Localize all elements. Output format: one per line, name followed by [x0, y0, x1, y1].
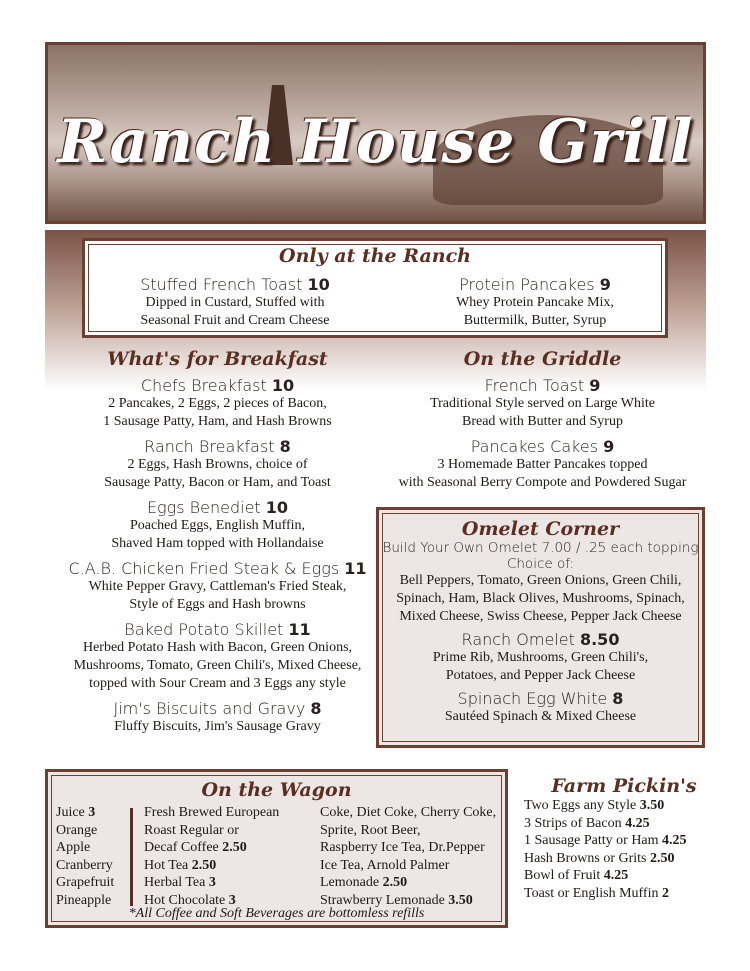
section-title: On the Wagon [201, 779, 352, 801]
item-desc: Buttermilk, Butter, Syrup [463, 313, 607, 328]
soft-drinks-list [320, 804, 496, 909]
menu-item [379, 630, 702, 685]
drink-price: 3.50 [448, 892, 473, 908]
item-price: 11 [344, 559, 367, 578]
menu-item [375, 376, 710, 431]
side-name: 3 Strips of Bacon [524, 815, 622, 831]
side-name: Hash Browns or Grits [524, 850, 647, 866]
item-name: French Toast [484, 376, 585, 395]
item-price: 11 [288, 620, 311, 639]
juice-item: Pineapple [56, 892, 112, 908]
refills-note: *All Coffee and Soft Beverages are bottomless refills [128, 906, 425, 921]
section-title: Omelet Corner [461, 518, 620, 540]
side-item [524, 885, 724, 903]
section-title: What's for Breakfast [107, 348, 328, 370]
breakfast-section [55, 348, 380, 736]
drink-name: Herbal Tea [144, 875, 206, 890]
omelet-corner-box [376, 507, 705, 748]
item-desc: 2 Pancakes, 2 Eggs, 2 pieces of Bacon, [108, 396, 327, 411]
item-desc: 2 Eggs, Hash Browns, choice of [127, 457, 308, 472]
side-name: 1 Sausage Patty or Ham [524, 833, 659, 848]
item-desc: Poached Eggs, English Muffin, [129, 518, 306, 533]
juice-item: Cranberry [56, 857, 113, 873]
item-name: C.A.B. Chicken Fried Steak & Eggs [68, 559, 340, 578]
item-price: 8 [279, 437, 291, 456]
item-price: 9 [589, 376, 601, 395]
side-price: 2.50 [650, 850, 675, 866]
toppings-line: Bell Peppers, Tomato, Green Onions, Green Chili, [399, 573, 682, 588]
item-name: Protein Pancakes [459, 275, 595, 294]
drink-price: 2.50 [191, 857, 217, 873]
side-price: 4.25 [603, 868, 629, 883]
side-price: 4.25 [625, 815, 650, 831]
side-price: 3.50 [639, 798, 665, 813]
item-desc: Whey Protein Pancake Mix, [456, 295, 614, 310]
side-name: Bowl of Fruit [524, 868, 601, 883]
on-the-wagon-box [45, 769, 508, 928]
menu-item [405, 275, 665, 330]
hot-drinks-list [144, 804, 279, 909]
item-price: 8.50 [579, 630, 620, 649]
juice-item: Apple [56, 840, 91, 855]
toppings-line: Spinach, Ham, Black Olives, Mushrooms, Spinach, [396, 591, 685, 606]
omelet-choice-label: Choice of: [506, 556, 575, 572]
section-title: Farm Pickin's [551, 775, 697, 797]
menu-item [55, 498, 380, 553]
item-desc: Sausage Patty, Bacon or Ham, and Toast [104, 475, 331, 490]
item-name: Ranch Breakfast [144, 437, 275, 456]
drink-item [144, 839, 279, 857]
item-desc: 1 Sausage Patty, Ham, and Hash Browns [103, 414, 332, 429]
drink-item [320, 839, 496, 857]
menu-item [105, 275, 365, 330]
side-price: 2 [661, 885, 669, 901]
item-name: Spinach Egg White [457, 689, 608, 708]
drink-name: Sprite, Root Beer, [320, 822, 421, 838]
side-name: Toast or English Muffin [524, 885, 659, 901]
drink-name: Roast Regular or [144, 822, 239, 838]
item-price: 10 [271, 376, 295, 395]
juice-item: Grapefruit [56, 875, 115, 890]
item-desc: Fluffy Biscuits, Jim's Sausage Gravy [114, 719, 321, 734]
menu-item [55, 559, 380, 614]
item-desc: Seasonal Fruit and Cream Cheese [140, 313, 330, 328]
item-price: 9 [603, 437, 615, 456]
drink-item [320, 874, 496, 892]
menu-item [55, 437, 380, 492]
drink-name: Ice Tea, Arnold Palmer [320, 857, 450, 873]
item-price: 10 [307, 275, 330, 294]
item-desc: Shaved Ham topped with Hollandaise [111, 536, 324, 551]
menu-item [55, 620, 380, 693]
item-desc: topped with Sour Cream and 3 Eggs any style [89, 676, 346, 691]
divider [130, 808, 133, 906]
drink-name: Hot Chocolate [144, 892, 226, 908]
section-title: On the Griddle [463, 348, 622, 370]
item-desc: Traditional Style served on Large White [430, 396, 655, 411]
drink-price: 3 [208, 875, 216, 890]
item-name: Ranch Omelet [461, 630, 575, 649]
item-price: 9 [599, 275, 611, 294]
item-name: Jim's Biscuits and Gravy [113, 699, 306, 718]
menu-item [55, 699, 380, 736]
side-name: Two Eggs any Style [524, 798, 637, 813]
side-item [524, 850, 724, 868]
item-desc: Style of Eggs and Hash browns [129, 597, 306, 612]
drink-name: Raspberry Ice Tea, Dr.Pepper [320, 840, 485, 855]
drink-item [144, 822, 279, 840]
drink-item [320, 804, 496, 822]
item-name: Pancakes Cakes [470, 437, 599, 456]
restaurant-title: Ranch House Grill [57, 107, 694, 177]
side-item [524, 797, 724, 815]
side-item [524, 832, 724, 850]
drink-item [320, 857, 496, 875]
drink-name: Hot Tea [144, 857, 189, 873]
drink-name: Strawberry Lemonade [320, 892, 445, 908]
drink-name: Decaf Coffee [144, 840, 219, 855]
item-name: Stuffed French Toast [140, 275, 303, 294]
item-desc: Prime Rib, Mushrooms, Green Chili's, [432, 650, 649, 665]
item-name: Eggs Benediet [146, 498, 261, 517]
griddle-section [375, 348, 710, 492]
juice-price: 3 [88, 805, 96, 820]
omelet-build-text: Build Your Own Omelet 7.00 / .25 each topping [382, 540, 699, 556]
juice-item: Orange [56, 822, 98, 838]
farm-pickins-section [524, 775, 724, 902]
side-price: 4.25 [662, 833, 687, 848]
drink-item [144, 804, 279, 822]
item-desc: Sautéed Spinach & Mixed Cheese [444, 709, 637, 724]
side-item [524, 815, 724, 833]
header-banner [45, 42, 706, 224]
only-at-ranch-box [82, 238, 668, 338]
item-price: 8 [310, 699, 322, 718]
juice-label: Juice [56, 805, 85, 820]
item-desc: Potatoes, and Pepper Jack Cheese [445, 668, 636, 683]
side-item [524, 867, 724, 885]
drink-name: Lemonade [320, 875, 380, 890]
drink-item [144, 857, 279, 875]
item-desc: Bread with Butter and Syrup [462, 414, 623, 429]
item-desc: Herbed Potato Hash with Bacon, Green Onions, [82, 640, 353, 655]
drink-name: Fresh Brewed European [144, 805, 280, 820]
drink-price: 3 [228, 892, 236, 908]
menu-item [379, 689, 702, 726]
item-desc: with Seasonal Berry Compote and Powdered Sugar [398, 475, 687, 490]
drink-item [144, 874, 279, 892]
item-desc: 3 Homemade Batter Pancakes topped [437, 457, 648, 472]
item-desc: Mushrooms, Tomato, Green Chili's, Mixed Cheese, [73, 658, 362, 673]
menu-item [375, 437, 710, 492]
section-title: Only at the Ranch [279, 245, 471, 267]
item-name: Baked Potato Skillet [124, 620, 284, 639]
toppings-line: Mixed Cheese, Swiss Cheese, Pepper Jack Cheese [399, 609, 682, 624]
drink-price: 2.50 [382, 875, 408, 890]
item-desc: Dipped in Custard, Stuffed with [145, 295, 325, 310]
juice-list [56, 804, 114, 909]
item-desc: White Pepper Gravy, Cattleman's Fried Steak, [88, 579, 347, 594]
drink-price: 2.50 [222, 840, 247, 855]
drink-item [320, 822, 496, 840]
item-name: Chefs Breakfast [140, 376, 267, 395]
menu-item [55, 376, 380, 431]
item-price: 10 [265, 498, 289, 517]
item-price: 8 [612, 689, 624, 708]
drink-name: Coke, Diet Coke, Cherry Coke, [320, 805, 497, 820]
